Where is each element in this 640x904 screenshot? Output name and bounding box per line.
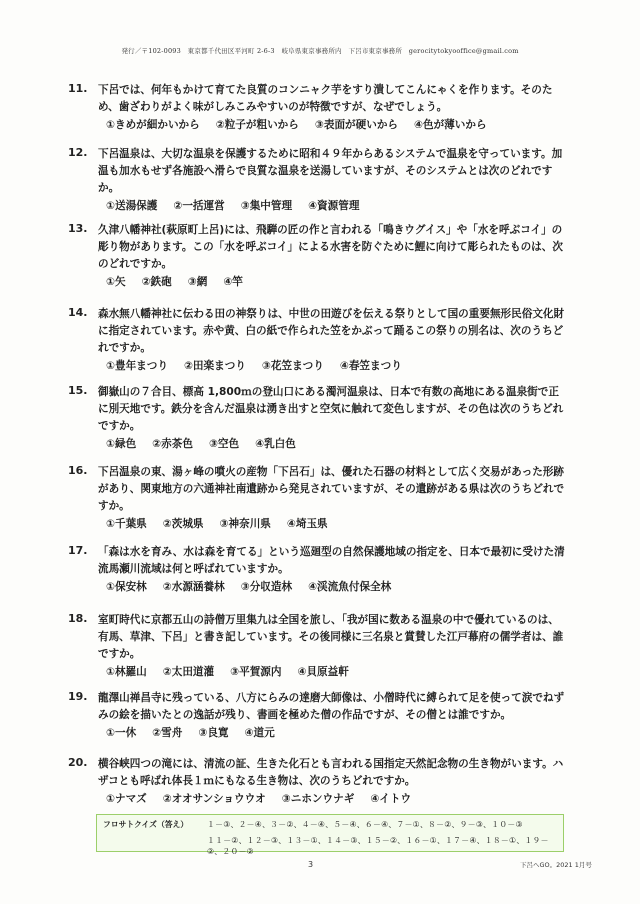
answer-option: ②オオサンショウウオ — [162, 793, 266, 805]
answer-option: ①豊年まつり — [106, 360, 168, 372]
answer-options — [106, 198, 568, 213]
question-text: 室町時代に京都五山の詩僧万里集九は全国を旅し、「我が国に数ある温泉の中で優れているのは、有馬、草津、下呂」と書き記しています。その後同様に三名泉と賞賛した江戸幕府の儒学者は、誰ですか。 — [98, 614, 564, 660]
answer-option: ④資源管理 — [308, 200, 360, 212]
question-text: 下呂温泉の東、湯ヶ峰の噴火の産物「下呂石」は、優れた石器の材料として広く交易があった形跡があり、関東地方の六通神社南遺跡から発見されていますが、その遺跡がある県は次のうちどれですか。 — [98, 466, 565, 512]
question-number: 15. — [68, 384, 88, 397]
question-number: 11. — [68, 82, 88, 95]
answer-options — [106, 725, 568, 740]
question-block — [68, 384, 568, 451]
question-block — [68, 544, 568, 594]
answer-option: ④春笠まつり — [339, 360, 402, 372]
answer-option: ③良寛 — [198, 727, 229, 739]
answer-label: フロサトクイズ（答え） — [103, 820, 189, 829]
answer-option: ④色が薄いから — [414, 119, 487, 131]
question-number: 20. — [68, 756, 88, 769]
answer-option: ③ニホンウナギ — [281, 793, 355, 805]
answer-options — [106, 791, 568, 806]
question-block — [68, 690, 568, 740]
answer-option: ④道元 — [244, 727, 275, 739]
answer-option: ①送湯保護 — [106, 200, 158, 212]
answer-option: ①林羅山 — [106, 666, 147, 678]
question-block — [68, 464, 568, 531]
answer-options — [106, 664, 568, 679]
answer-option: ②鉄砲 — [141, 276, 172, 288]
answer-options — [106, 516, 568, 531]
answer-options — [106, 117, 568, 132]
question-text: 久津八幡神社(萩原町上呂)には、飛騨の匠の作と言われる「鳴きウグイス」や「水を呼ぶコイ」の彫り物があります。この「水を呼ぶコイ」による水害を防ぐために鯉に向けて彫られたものは、次のどれですか。 — [98, 224, 563, 270]
answer-box — [96, 814, 564, 856]
question-text: 横谷峡四つの滝には、清流の証、生きた化石とも言われる国指定天然記念物の生き物がいます。ハザコとも呼ばれ体長１ｍにもなる生き物は、次のうちどれですか。 — [98, 758, 564, 787]
question-number: 13. — [68, 222, 88, 235]
page-number: 3 — [308, 860, 314, 869]
answer-option: ①一休 — [106, 727, 137, 739]
answer-line-2: １１－②、１２－③、１３－①、１４－③、１５－②、１６－①、１７－④、１８－①、１９－②、２０－② — [207, 836, 549, 856]
answer-option: ③網 — [187, 276, 208, 288]
answer-option: ②水源涵養林 — [162, 581, 225, 593]
answer-option: ①ナマズ — [106, 793, 147, 805]
question-text: 「森は水を育み、水は森を育てる」という巡廻型の自然保護地域の指定を、日本で最初に受けた清流馬瀬川流域は何と呼ばれていますか。 — [98, 546, 565, 575]
question-number: 12. — [68, 146, 88, 159]
answer-option: ④渓流魚付保全林 — [308, 581, 392, 593]
answer-option: ③集中管理 — [240, 200, 293, 212]
answer-option: ②雪舟 — [152, 727, 183, 739]
answer-option: ②赤茶色 — [152, 438, 193, 450]
answer-option: ①きめが細かいから — [106, 119, 200, 131]
question-block — [68, 756, 568, 806]
answer-option: ③分収造林 — [240, 581, 293, 593]
question-block — [68, 222, 568, 289]
question-text: 下呂では、何年もかけて育てた良質のコンニャク芋をすり潰してこんにゃくを作ります。そのため、歯ざわりがよく味がしみこみやすいのが特徴ですが、なぜでしょう。 — [98, 84, 553, 113]
answer-option: ③表面が硬いから — [314, 119, 399, 131]
question-text: 龍澤山禅昌寺に残っている、八方にらみの達磨大師像は、小僧時代に縛られて足を使って涙でねずみの絵を描いたとの逸話が残り、書画を極めた僧の作品ですが、その僧とは誰ですか。 — [98, 692, 565, 721]
answer-options — [106, 274, 568, 289]
answer-option: ①保安林 — [106, 581, 147, 593]
question-block — [68, 306, 568, 373]
answer-option: ③神奈川県 — [219, 518, 271, 530]
issue-footer: 下呂へGO。2021 1月号 — [520, 861, 592, 869]
answer-option: ②太田道灌 — [162, 666, 215, 678]
answer-option: ④イトウ — [370, 793, 412, 805]
answer-option: ④貝原益軒 — [297, 666, 349, 678]
question-number: 14. — [68, 306, 88, 319]
answer-option: ②粒子が粗いから — [215, 119, 299, 131]
answer-option: ③平賀源内 — [230, 666, 282, 678]
publisher-header: 発行／〒102-0093 東京都千代田区平河町 2-6-3 岐阜県東京事務所内 下呂市東京事務所 gerocitytokyooffice@gmail.com — [121, 47, 519, 55]
question-number: 16. — [68, 464, 88, 477]
question-text: 御嶽山の７合目、標高 1,800ｍの登山口にある濁河温泉は、日本で有数の高地にある温泉街で正に別天地です。鉄分を含んだ温泉は湧き出すと空気に触れて変色しますが、その色は次のうちどれですか。 — [98, 386, 564, 432]
question-block — [68, 612, 568, 679]
question-text: 下呂温泉は、大切な温泉を保護するために昭和４９年からあるシステムで温泉を守っています。加温も加水もせず各施設へ滑らで良質な温泉を送湯していますが、そのシステムとは次のどれですか。 — [98, 148, 563, 194]
answer-option: ④竿 — [223, 276, 243, 288]
answer-options — [106, 436, 568, 451]
question-text: 森水無八幡神社に伝わる田の神祭りは、中世の田遊びを伝える祭りとして国の重要無形民俗文化財に指定されています。赤や黄、白の紙で作られた笠をかぶって踊るこの祭りの別名は、次のうちどれですか。 — [98, 308, 565, 354]
answer-option: ③花笠まつり — [261, 360, 324, 372]
answer-option: ②田楽まつり — [183, 360, 246, 372]
question-number: 19. — [68, 690, 88, 703]
answer-option: ④埼玉県 — [286, 518, 328, 530]
answer-options — [106, 358, 568, 373]
question-block — [68, 146, 568, 213]
answer-line-1: １－③、２－④、３－②、４－④、５－④、６－④、７－①、８－②、９－③、１０－③ — [207, 820, 523, 829]
answer-option: ②茨城県 — [162, 518, 204, 530]
answer-option: ④乳白色 — [255, 438, 296, 450]
question-block — [68, 82, 568, 132]
answer-option: ①緑色 — [106, 438, 137, 450]
question-number: 18. — [68, 612, 88, 625]
answer-option: ①千葉県 — [106, 518, 147, 530]
answer-options — [106, 579, 568, 594]
question-number: 17. — [68, 544, 88, 557]
answer-option: ①矢 — [106, 276, 126, 288]
answer-option: ③空色 — [208, 438, 240, 450]
answer-option: ②一括運営 — [173, 200, 225, 212]
